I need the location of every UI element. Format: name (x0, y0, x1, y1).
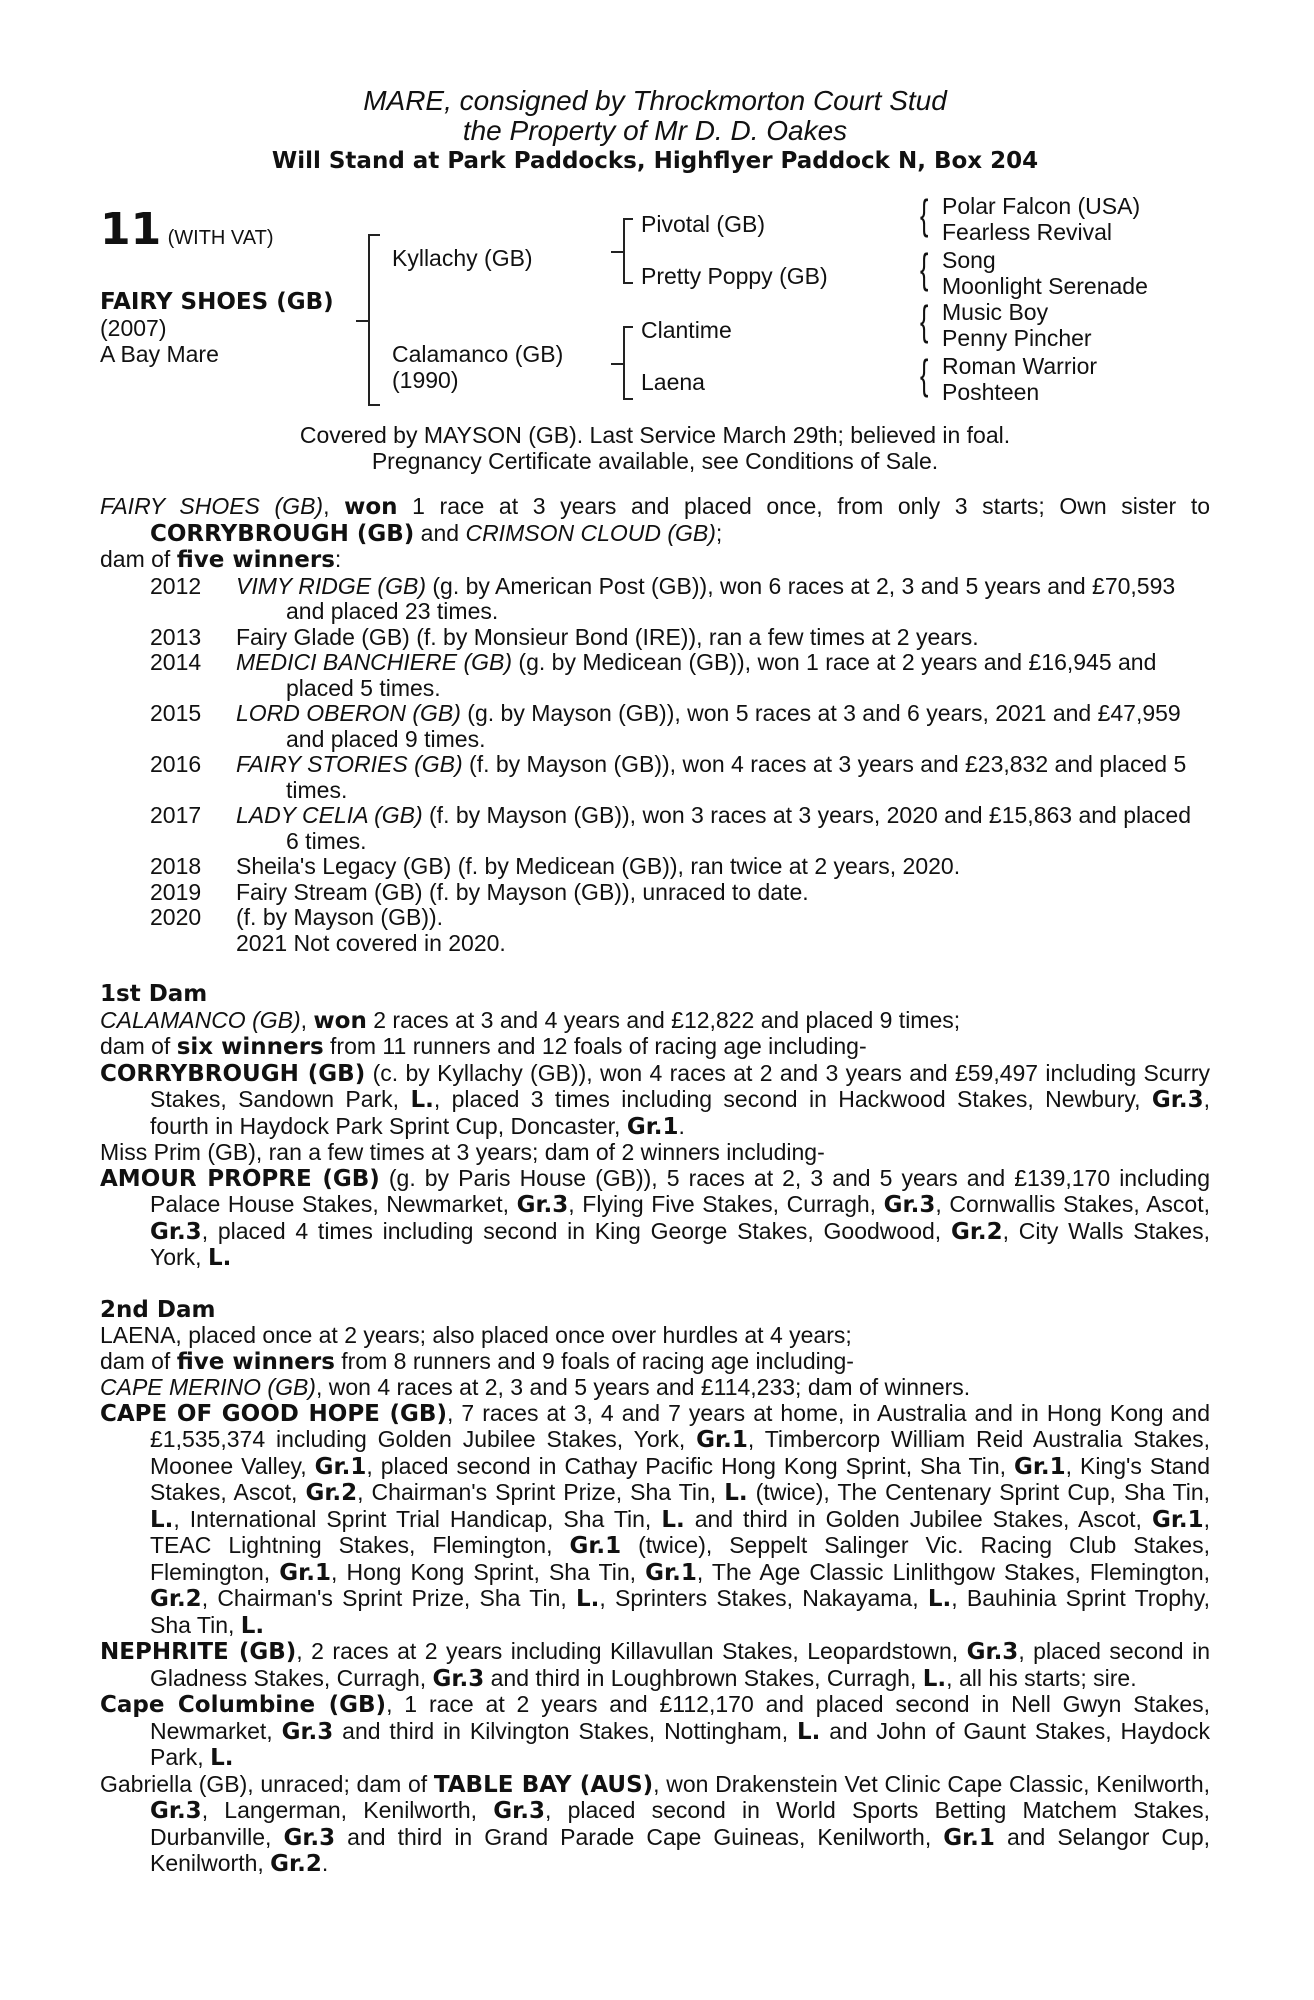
offspring-name: TABLE BAY (AUS) (433, 1771, 654, 1798)
grade: L. (150, 1506, 174, 1533)
brace-3: { (920, 297, 929, 344)
offspring-entry: Miss Prim (GB), ran a few times at 3 years; dam of 2 winners including- (100, 1139, 825, 1165)
first-dam-section (100, 982, 1210, 1272)
text: , placed second in Gladness Stakes, Curragh, (150, 1638, 1210, 1691)
text: , Cornwallis Stakes, Ascot, (935, 1191, 1210, 1217)
sire-name: Kyllachy (GB) (392, 245, 533, 271)
sibling-name: CRIMSON CLOUD (GB) (465, 519, 716, 546)
progeny-name: LADY CELIA (GB) (236, 802, 423, 828)
text: , placed 3 times including second in Hackwood Stakes, Newbury, (433, 1086, 1152, 1112)
grade: Gr.3 (516, 1192, 569, 1218)
dam-of-line (100, 1349, 1210, 1376)
grade: Gr.2 (305, 1480, 358, 1506)
offspring-name: CAPE OF GOOD HOPE (GB) (100, 1400, 447, 1427)
grade: Gr.3 (150, 1218, 202, 1245)
progeny-name: LORD OBERON (GB) (236, 700, 461, 726)
grade: Gr.1 (1013, 1453, 1066, 1480)
text: and John of Gaunt Stakes, Haydock Park, (150, 1717, 1210, 1770)
text: dam of (100, 1347, 177, 1374)
progeny-text (236, 650, 1210, 701)
progeny-text (236, 803, 1210, 854)
text: , placed 4 times including second in King George Stakes, Goodwood, (201, 1217, 951, 1244)
progeny-detail: 2021 Not covered in 2020. (236, 929, 506, 956)
text: and third in Golden Jubilee Stakes, Ascot, (684, 1505, 1152, 1532)
progeny-detail: Fairy Glade (GB) (f. by Monsieur Bond (IRE)), ran a few times at 2 years. (236, 623, 979, 650)
grade: Gr.3 (281, 1718, 334, 1745)
progeny-text (236, 752, 1210, 803)
ped-sds: Song (942, 247, 996, 273)
progeny-detail: (g. by American Post (GB)), won 6 races at 2, 3 and 5 years and £70,593 and placed 23 times. (286, 572, 1176, 624)
text: and Selangor Cup, Kenilworth, (150, 1823, 1210, 1876)
grade: Gr.3 (283, 1824, 336, 1851)
progeny-row (100, 625, 1210, 651)
text: , 1 race at 2 years and £112,170 and placed second in Nell Gwyn Stakes, Newmarket, (150, 1691, 1210, 1744)
text: dam of (100, 1033, 177, 1059)
brace-1: { (920, 191, 929, 238)
pedigree-table (100, 191, 1210, 419)
grand-offspring-entry (100, 1166, 1210, 1272)
grade: L. (410, 1087, 434, 1113)
covering-note (100, 423, 1210, 474)
section-title: 2nd Dam (100, 1296, 216, 1323)
text: , City Walls Stakes, York, (150, 1217, 1210, 1270)
progeny-detail: (f. by Mayson (GB)). (236, 904, 444, 930)
text: , Sprinters Stakes, Nakayama, (599, 1585, 928, 1611)
grade: L. (724, 1480, 748, 1506)
text: , International Sprint Trial Handicap, Sha Tin, (173, 1505, 662, 1532)
grand-offspring-entry (100, 1772, 1210, 1878)
text: and third in Loughbrown Stakes, Curragh, (484, 1664, 923, 1691)
text: , The Age Classic Linlithgow Stakes, Flemington, (696, 1558, 1211, 1585)
grade: L. (576, 1586, 600, 1612)
dam-name: CALAMANCO (GB) (100, 1006, 301, 1033)
ped-dds: Roman Warrior (942, 353, 1098, 379)
grade: Gr.1 (626, 1113, 679, 1140)
winners-count: five winners (176, 1348, 335, 1375)
text: (twice), Seppelt Salinger Vic. Racing Club Stakes, Flemington, (150, 1532, 1210, 1585)
grade: Gr.3 (150, 1798, 202, 1824)
progeny-year: 2013 (150, 623, 202, 650)
text: 2 races at 3 and 4 years and £12,822 and placed 9 times; (366, 1006, 961, 1033)
mare-summary (100, 494, 1210, 547)
winners-count: six winners (176, 1034, 324, 1060)
vat-note: (WITH VAT) (167, 227, 274, 249)
text: , won 4 races at 2, 3 and 5 years and £114,233; dam of winners. (315, 1374, 971, 1400)
progeny-text (236, 625, 1210, 651)
ped-dsd: Penny Pincher (942, 325, 1092, 351)
text: , 7 races at 3, 4 and 7 years at home, in Australia and in Hong Kong and £1,535,374 including Golden Jubilee Stakes, York, (150, 1399, 1210, 1452)
progeny-year: 2016 (150, 751, 202, 777)
text: Gabriella (GB), unraced; dam of (100, 1770, 434, 1797)
progeny-name: FAIRY STORIES (GB) (236, 751, 463, 777)
sibling-name: CORRYBROUGH (GB) (150, 520, 415, 547)
progeny-detail: (f. by Mayson (GB)), won 3 races at 3 years, 2020 and £15,863 and placed 6 times. (286, 802, 1192, 854)
text: . (321, 1850, 329, 1876)
progeny-year: 2018 (150, 853, 202, 879)
text: , Flying Five Stakes, Curragh, (568, 1191, 884, 1217)
grade: Gr.1 (943, 1824, 995, 1851)
text: , (300, 1006, 314, 1033)
progeny-list (100, 574, 1210, 957)
grade: L. (210, 1745, 234, 1771)
bracket-gen1 (368, 234, 380, 406)
offspring-name: NEPHRITE (GB) (100, 1639, 297, 1665)
grade: L. (796, 1718, 821, 1745)
progeny-row (100, 931, 1210, 957)
catalogue-page (100, 86, 1210, 1878)
text: from 11 runners and 12 foals of racing age including- (323, 1033, 867, 1059)
brace-2: { (920, 245, 929, 292)
sire-dam: Pretty Poppy (GB) (641, 263, 828, 289)
progeny-row (100, 905, 1210, 931)
ped-ssd: Fearless Revival (942, 219, 1112, 245)
text: (g. by Paris House (GB)), 5 races at 2, 3 and 5 years and £139,170 including Palace House Stakes, Newmarket, (150, 1164, 1210, 1217)
text: , Hong Kong Sprint, Sha Tin, (330, 1558, 646, 1585)
grade: Gr.2 (270, 1851, 322, 1877)
offspring-name: Cape Columbine (GB) (100, 1692, 387, 1718)
text: , Bauhinia Sprint Trophy, Sha Tin, (150, 1585, 1210, 1638)
horse-name: FAIRY SHOES (GB) (100, 289, 334, 315)
winners-count: five winners (176, 547, 335, 573)
grade: Gr.3 (1151, 1087, 1204, 1113)
sire-sire: Pivotal (GB) (641, 211, 765, 237)
grade: Gr.1 (314, 1453, 367, 1480)
text: (c. by Kyllachy (GB)), won 4 races at 2 and 3 years and £59,497 including Scurry Stakes, Sandown Park, (150, 1059, 1210, 1112)
grade: Gr.3 (432, 1665, 485, 1692)
mare-name: FAIRY SHOES (GB) (100, 493, 324, 519)
grade: Gr.2 (950, 1218, 1003, 1245)
grade: Gr.2 (150, 1586, 202, 1612)
horse-description: A Bay Mare (100, 341, 219, 367)
progeny-text (236, 931, 1210, 957)
dam-year: (1990) (392, 367, 459, 393)
text: , fourth in Haydock Park Sprint Cup, Doncaster, (150, 1086, 1210, 1139)
dam-record (100, 1008, 1210, 1035)
text: and (414, 519, 466, 546)
text: : (334, 546, 342, 572)
text: , placed second in Cathay Pacific Hong Kong Sprint, Sha Tin, (366, 1452, 1014, 1479)
grade: L. (240, 1612, 265, 1639)
brace-4: { (920, 351, 929, 398)
progeny-year: 2014 (150, 649, 202, 675)
grand-offspring-entry (100, 1692, 1210, 1772)
progeny-detail: Sheila's Legacy (GB) (f. by Medicean (GB)), ran twice at 2 years, 2020. (236, 853, 961, 879)
owner-line: the Property of Mr D. D. Oakes (462, 115, 848, 146)
progeny-year: 2017 (150, 802, 202, 828)
progeny-row (100, 701, 1210, 752)
grade: Gr.1 (696, 1427, 748, 1453)
produce-record (100, 494, 1210, 1878)
ped-sss: Polar Falcon (USA) (942, 193, 1141, 219)
grade: L. (927, 1586, 952, 1612)
dam-sire: Clantime (641, 317, 732, 343)
progeny-text (236, 905, 1210, 931)
progeny-year: 2015 (150, 700, 202, 726)
bracket-dam-parents (623, 326, 633, 400)
progeny-text (236, 854, 1210, 880)
text: , Chairman's Sprint Prize, Sha Tin, (201, 1585, 577, 1611)
grade: Gr.1 (645, 1559, 697, 1586)
ped-ddd: Poshteen (942, 379, 1040, 405)
progeny-row (100, 803, 1210, 854)
text: (twice), The Centenary Sprint Cup, Sha Tin, (747, 1479, 1210, 1505)
text: , 2 races at 2 years including Killavullan Stakes, Leopardstown, (296, 1638, 967, 1664)
text: , (323, 493, 345, 519)
location-line: Will Stand at Park Paddocks, Highflyer Paddock N, Box 204 (271, 148, 1039, 174)
progeny-row (100, 650, 1210, 701)
grade: L. (922, 1665, 947, 1692)
text: , won Drakenstein Vet Clinic Cape Classic, Kenilworth, (653, 1770, 1210, 1797)
progeny-name: VIMY RIDGE (GB) (236, 572, 426, 599)
progeny-detail: (f. by Mayson (GB)), won 4 races at 3 years and £23,832 and placed 5 times. (286, 751, 1187, 803)
progeny-year: 2020 (150, 904, 202, 930)
consignor-line: MARE, consigned by Throckmorton Court Stud (363, 85, 947, 116)
text: and third in Grand Parade Cape Guineas, Kenilworth, (335, 1823, 944, 1850)
grand-offspring-entry (100, 1401, 1210, 1640)
progeny-text (236, 701, 1210, 752)
lot-number: 11 (100, 204, 162, 255)
text: , all his starts; sire. (946, 1664, 1137, 1691)
grade: Gr.1 (569, 1533, 622, 1559)
grade: Gr.1 (1151, 1506, 1204, 1533)
bracket-sire-parents (623, 218, 633, 284)
progeny-year (100, 931, 236, 957)
ped-dss: Music Boy (942, 299, 1049, 325)
grade: Gr.3 (493, 1798, 545, 1824)
dam-name: Calamanco (GB) (392, 341, 564, 367)
lot-number-block (100, 206, 274, 254)
grade: Gr.3 (966, 1639, 1019, 1665)
text: from 8 runners and 9 foals of racing age including- (334, 1347, 854, 1374)
lot-header (100, 86, 1210, 176)
text: , Timbercorp William Reid Australia Stakes, Moonee Valley, (150, 1426, 1211, 1479)
dam-dam: Laena (641, 369, 705, 395)
dam-of-line (100, 1034, 1210, 1061)
text: dam of (100, 546, 177, 572)
progeny-row (100, 854, 1210, 880)
grade: L. (661, 1506, 685, 1533)
grand-offspring-entry (100, 1639, 1210, 1692)
progeny-detail: (g. by Mayson (GB)), won 5 races at 3 and 6 years, 2021 and £47,959 and placed 9 times. (286, 700, 1181, 752)
progeny-text (236, 880, 1210, 906)
text: 1 race at 3 years and placed once, from only 3 starts; Own sister to (397, 493, 1211, 519)
won-label: won (344, 494, 398, 520)
covering-line: Covered by MAYSON (GB). Last Service March 29th; believed in foal. (299, 422, 1011, 448)
progeny-name: MEDICI BANCHIERE (GB) (236, 649, 513, 675)
text: , Langerman, Kenilworth, (201, 1797, 494, 1823)
progeny-text (236, 574, 1210, 625)
grade: Gr.3 (883, 1192, 936, 1218)
text: ; (715, 519, 723, 546)
dam-record: LAENA, placed once at 2 years; also placed once over hurdles at 4 years; (100, 1322, 852, 1348)
text: , placed second in World Sports Betting Matchem Stakes, Durbanville, (150, 1797, 1210, 1850)
progeny-detail: Fairy Stream (GB) (f. by Mayson (GB)), unraced to date. (236, 878, 809, 905)
text: , Chairman's Sprint Prize, Sha Tin, (357, 1479, 725, 1505)
dam-of-line (100, 547, 1210, 574)
progeny-row (100, 574, 1210, 625)
progeny-year: 2012 (150, 572, 202, 599)
offspring-entry (100, 1375, 1210, 1401)
ped-sdd: Moonlight Serenade (942, 273, 1148, 299)
won-label: won (313, 1007, 367, 1034)
text: . (678, 1112, 685, 1139)
pregnancy-line: Pregnancy Certificate available, see Conditions of Sale. (371, 447, 939, 474)
section-title: 1st Dam (100, 981, 208, 1007)
grade: Gr.1 (279, 1559, 331, 1586)
grade: L. (207, 1245, 232, 1271)
progeny-detail: (g. by Medicean (GB)), won 1 race at 2 years and £16,945 and placed 5 times. (286, 649, 1157, 701)
offspring-name: CORRYBROUGH (GB) (100, 1060, 366, 1087)
text: and third in Kilvington Stakes, Nottingham, (333, 1717, 797, 1744)
second-dam-section (100, 1298, 1210, 1878)
progeny-row (100, 880, 1210, 906)
text: , King's Stand Stakes, Ascot, (150, 1452, 1211, 1505)
offspring-name: CAPE MERINO (GB) (100, 1374, 316, 1400)
progeny-row (100, 752, 1210, 803)
progeny-year: 2019 (150, 878, 202, 905)
offspring-name: AMOUR PROPRE (GB) (100, 1165, 380, 1192)
offspring-entry (100, 1061, 1210, 1141)
text: , TEAC Lightning Stakes, Flemington, (150, 1505, 1211, 1558)
horse-year: (2007) (100, 315, 167, 341)
